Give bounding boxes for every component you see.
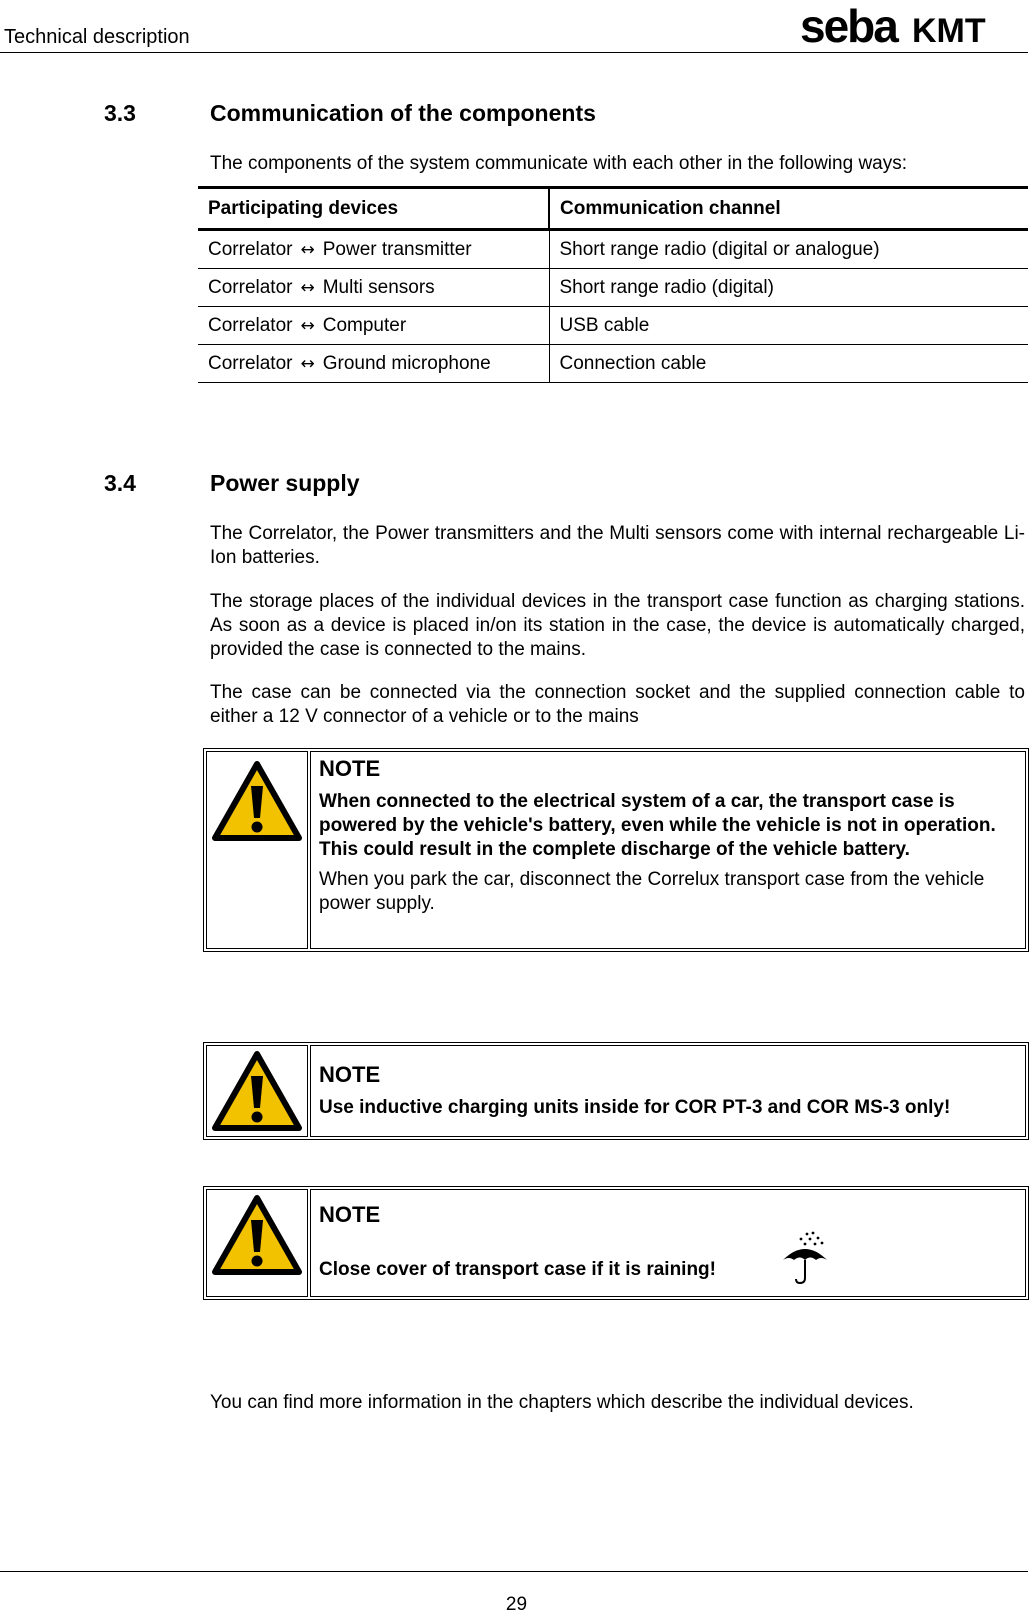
warning-icon	[211, 1050, 303, 1132]
note-text-cell	[310, 1189, 1026, 1297]
note-heading: NOTE	[319, 756, 381, 781]
note-icon-cell	[206, 1189, 308, 1297]
paragraph-charging-stations: The storage places of the individual devices in the transport case function as charging stations. As soon as a device is placed in/on its station in the case, the device is automatically charged, provided the case is connected to the mains.	[210, 591, 1025, 660]
table-cell-devices	[198, 307, 549, 345]
note-text-cell	[310, 1045, 1026, 1137]
table-header-row	[198, 188, 1028, 230]
svg-text:seba: seba	[800, 6, 897, 50]
footer-rule	[0, 1571, 1028, 1572]
device-a: Correlator	[208, 314, 293, 336]
device-a: Correlator	[208, 276, 293, 298]
device-a: Correlator	[208, 352, 293, 374]
table-header-channel: Communication channel	[549, 188, 1028, 230]
paragraph-batteries: The Correlator, the Power transmitters and the Multi sensors come with internal rechargeable Li-Ion batteries.	[210, 523, 1025, 568]
note-warning-text: Use inductive charging units inside for COR PT-3 and COR MS-3 only!	[319, 1097, 951, 1118]
warning-icon	[211, 760, 303, 842]
bidirectional-arrow-icon: ↔	[300, 277, 315, 298]
table-row	[198, 307, 1028, 345]
table-row	[198, 230, 1028, 269]
device-a: Correlator	[208, 238, 293, 260]
table-cell-devices	[198, 269, 549, 307]
note-icon-cell	[206, 751, 308, 949]
paragraph-connection: The case can be connected via the connection socket and the supplied connection cable to either a 12 V connector of a vehicle or to the mains	[210, 682, 1025, 727]
note-warning-text: When connected to the electrical system of a car, the transport case is powered by the vehicle's battery, even while the vehicle is not in operation. This could result in the complete discharge of the vehicle battery.	[319, 791, 996, 860]
header-rule	[0, 52, 1028, 53]
note-heading: NOTE	[319, 1062, 381, 1087]
section-number: 3.4	[104, 470, 136, 496]
sebakmt-logo	[800, 6, 1026, 50]
note-box-car-battery	[203, 748, 1029, 952]
communication-table	[198, 186, 1028, 383]
table-cell-channel: USB cable	[549, 307, 1028, 345]
note-instruction-text: When you park the car, disconnect the Correlux transport case from the vehicle power supply.	[319, 869, 985, 914]
table-cell-devices	[198, 230, 549, 269]
section-intro: The components of the system communicate with each other in the following ways:	[210, 153, 908, 174]
bidirectional-arrow-icon: ↔	[300, 353, 315, 374]
device-b: Computer	[322, 314, 407, 336]
bidirectional-arrow-icon: ↔	[300, 239, 315, 260]
header-title: Technical description	[4, 26, 190, 48]
note-box-rain	[203, 1186, 1029, 1300]
note-box-inductive-charging	[203, 1042, 1029, 1140]
note-warning-text: Close cover of transport case if it is raining!	[319, 1259, 716, 1280]
table-header-devices: Participating devices	[198, 188, 549, 230]
umbrella-rain-icon	[779, 1230, 831, 1286]
note-text-cell	[310, 751, 1026, 949]
table-row	[198, 269, 1028, 307]
section-title: Communication of the components	[210, 100, 596, 126]
device-b: Power transmitter	[322, 238, 472, 260]
page-number: 29	[505, 1594, 528, 1615]
table-row	[198, 345, 1028, 383]
table-cell-channel: Short range radio (digital or analogue)	[549, 230, 1028, 269]
warning-icon	[211, 1194, 303, 1276]
table-cell-channel: Connection cable	[549, 345, 1028, 383]
device-b: Multi sensors	[322, 276, 435, 298]
section-number: 3.3	[104, 100, 136, 126]
closing-paragraph: You can find more information in the chapters which describe the individual devices.	[210, 1392, 914, 1413]
note-heading: NOTE	[319, 1202, 381, 1227]
svg-text:KMT: KMT	[912, 12, 986, 50]
table-cell-devices	[198, 345, 549, 383]
section-title: Power supply	[210, 470, 360, 496]
note-icon-cell	[206, 1045, 308, 1137]
table-cell-channel: Short range radio (digital)	[549, 269, 1028, 307]
device-b: Ground microphone	[322, 352, 491, 374]
bidirectional-arrow-icon: ↔	[300, 315, 315, 336]
